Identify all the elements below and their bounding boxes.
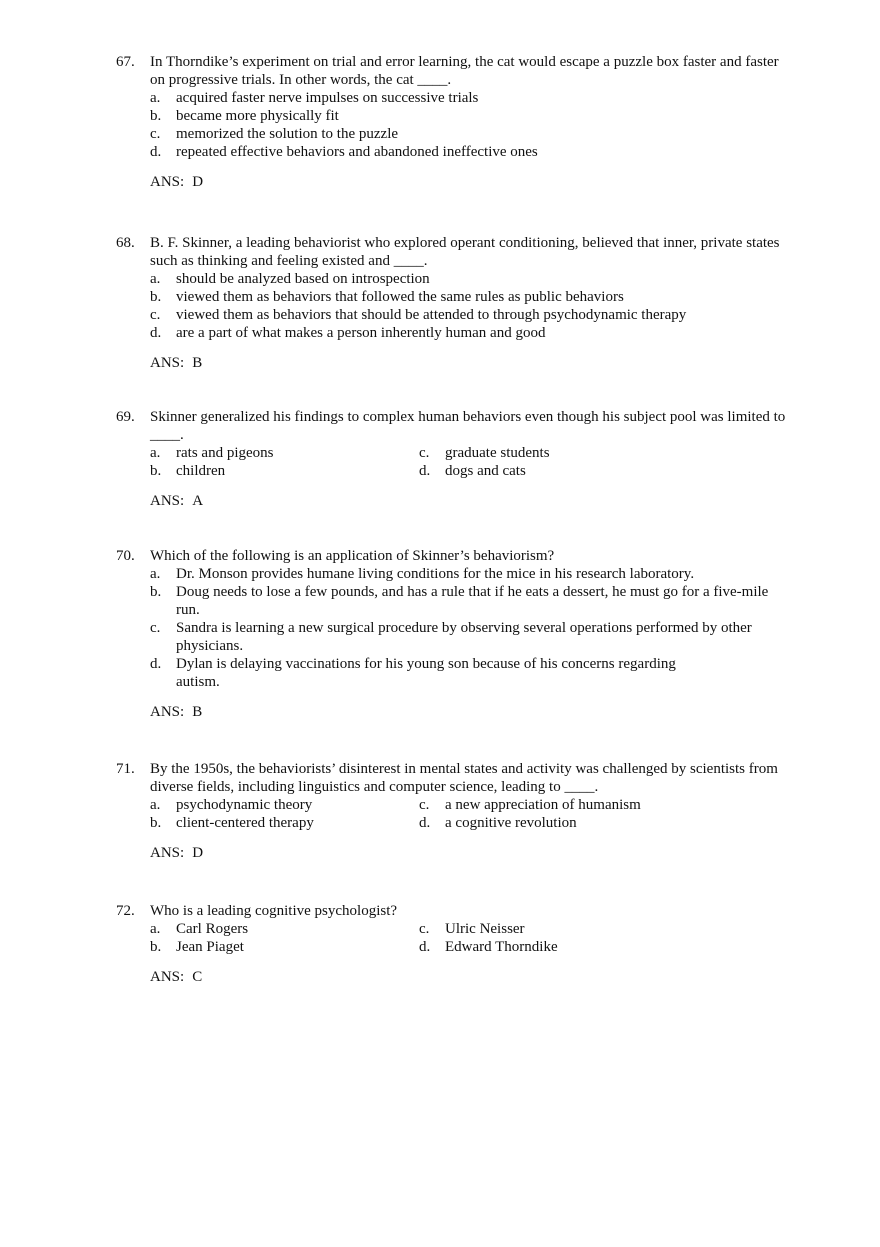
answer-value: D [192, 174, 204, 190]
option-letter: b. [150, 584, 162, 600]
option-text: Jean Piaget [176, 939, 244, 955]
question-text: Skinner generalized his findings to complex human behaviors even though his subject pool was limited to ____. [150, 409, 786, 443]
question-71 [116, 760, 786, 862]
option-text: a new appreciation of humanism [445, 797, 641, 813]
option-text: acquired faster nerve impulses on successive trials [176, 90, 479, 106]
option-b [116, 288, 786, 306]
question-number: 68. [116, 235, 135, 251]
question-stem [116, 902, 786, 920]
option-text: Doug needs to lose a few pounds, and has a rule that if he eats a dessert, he must go for a five-mile run. [176, 584, 769, 618]
option-letter: a. [150, 566, 161, 582]
option-b [116, 814, 419, 832]
option-text: Dr. Monson provides humane living conditions for the mice in his research laboratory. [176, 566, 695, 582]
question-number: 72. [116, 903, 135, 919]
question-68 [116, 234, 786, 372]
option-b [116, 107, 786, 125]
options-grid [116, 796, 786, 832]
answer-line [116, 968, 786, 986]
option-text: psychodynamic theory [176, 797, 313, 813]
answer-label: ANS: [150, 969, 185, 985]
options-list [116, 565, 786, 691]
option-letter: d. [419, 463, 431, 479]
question-number: 71. [116, 761, 135, 777]
option-letter: b. [150, 289, 162, 305]
option-letter: b. [150, 815, 162, 831]
option-text: dogs and cats [445, 463, 526, 479]
answer-label: ANS: [150, 174, 185, 190]
question-stem [116, 234, 786, 270]
option-letter: a. [150, 797, 161, 813]
question-number: 70. [116, 548, 135, 564]
answer-line [116, 173, 786, 191]
option-text: became more physically fit [176, 108, 339, 124]
option-text: a cognitive revolution [445, 815, 577, 831]
question-text: In Thorndike’s experiment on trial and error learning, the cat would escape a puzzle box faster and faster on progressive trials. In other words, the cat ____. [150, 54, 779, 88]
option-a [116, 796, 419, 814]
option-text: should be analyzed based on introspection [176, 271, 430, 287]
option-a [116, 444, 419, 462]
options-grid [116, 444, 786, 480]
option-letter: c. [150, 126, 161, 142]
answer-label: ANS: [150, 704, 185, 720]
option-b [116, 938, 419, 956]
option-a [116, 89, 786, 107]
option-c [419, 920, 749, 938]
option-c [419, 796, 749, 814]
option-d [116, 655, 786, 691]
option-letter: d. [150, 325, 162, 341]
option-text: graduate students [445, 445, 550, 461]
option-b [116, 583, 786, 619]
question-stem [116, 53, 786, 89]
option-c [116, 125, 786, 143]
question-text: By the 1950s, the behaviorists’ disinterest in mental states and activity was challenged by scientists from diverse fields, including linguistics and computer science, leading to ____. [150, 761, 778, 795]
question-67 [116, 53, 786, 191]
option-text: viewed them as behaviors that followed the same rules as public behaviors [176, 289, 624, 305]
answer-label: ANS: [150, 493, 185, 509]
option-text: client-centered therapy [176, 815, 314, 831]
option-a [116, 565, 786, 583]
question-number: 69. [116, 409, 135, 425]
option-text: children [176, 463, 226, 479]
option-letter: c. [150, 620, 161, 636]
option-text: Dylan is delaying vaccinations for his young son because of his concerns regarding autism. [176, 656, 676, 690]
question-72 [116, 902, 786, 986]
answer-label: ANS: [150, 845, 185, 861]
option-letter: d. [419, 815, 431, 831]
question-70 [116, 547, 786, 721]
question-stem [116, 760, 786, 796]
question-text: B. F. Skinner, a leading behaviorist who explored operant conditioning, believed that inner, private states such as thinking and feeling existed and ____. [150, 235, 780, 269]
option-text: rats and pigeons [176, 445, 274, 461]
option-text: Carl Rogers [176, 921, 249, 937]
option-text: Ulric Neisser [445, 921, 525, 937]
option-letter: c. [419, 921, 430, 937]
option-letter: a. [150, 271, 161, 287]
option-text: Edward Thorndike [445, 939, 558, 955]
question-stem [116, 408, 786, 444]
option-letter: b. [150, 108, 162, 124]
answer-value: B [192, 704, 203, 720]
options-list [116, 89, 786, 161]
option-letter: c. [150, 307, 161, 323]
option-letter: a. [150, 921, 161, 937]
option-d [116, 143, 786, 161]
option-text: memorized the solution to the puzzle [176, 126, 399, 142]
answer-value: B [192, 355, 203, 371]
question-number: 67. [116, 54, 135, 70]
option-c [116, 619, 786, 655]
option-text: repeated effective behaviors and abandoned ineffective ones [176, 144, 538, 160]
options-list [116, 270, 786, 342]
answer-line [116, 492, 786, 510]
option-d [419, 814, 749, 832]
option-c [419, 444, 749, 462]
option-letter: d. [150, 144, 162, 160]
question-69 [116, 408, 786, 510]
option-b [116, 462, 419, 480]
option-text: Sandra is learning a new surgical procedure by observing several operations performed by other physicians. [176, 620, 752, 654]
option-letter: d. [150, 656, 162, 672]
option-d [419, 462, 749, 480]
option-text: are a part of what makes a person inherently human and good [176, 325, 546, 341]
option-letter: d. [419, 939, 431, 955]
question-text: Which of the following is an application of Skinner’s behaviorism? [150, 548, 555, 564]
option-text: viewed them as behaviors that should be attended to through psychodynamic therapy [176, 307, 687, 323]
answer-value: D [192, 845, 204, 861]
answer-value: C [192, 969, 203, 985]
option-a [116, 920, 419, 938]
option-letter: b. [150, 939, 162, 955]
option-d [116, 324, 786, 342]
option-a [116, 270, 786, 288]
option-letter: c. [419, 445, 430, 461]
answer-label: ANS: [150, 355, 185, 371]
question-stem [116, 547, 786, 565]
question-text: Who is a leading cognitive psychologist? [150, 903, 398, 919]
option-letter: a. [150, 445, 161, 461]
option-letter: a. [150, 90, 161, 106]
answer-line [116, 844, 786, 862]
option-letter: b. [150, 463, 162, 479]
answer-line [116, 354, 786, 372]
answer-line [116, 703, 786, 721]
options-grid [116, 920, 786, 956]
option-c [116, 306, 786, 324]
option-d [419, 938, 749, 956]
answer-value: A [192, 493, 204, 509]
option-letter: c. [419, 797, 430, 813]
